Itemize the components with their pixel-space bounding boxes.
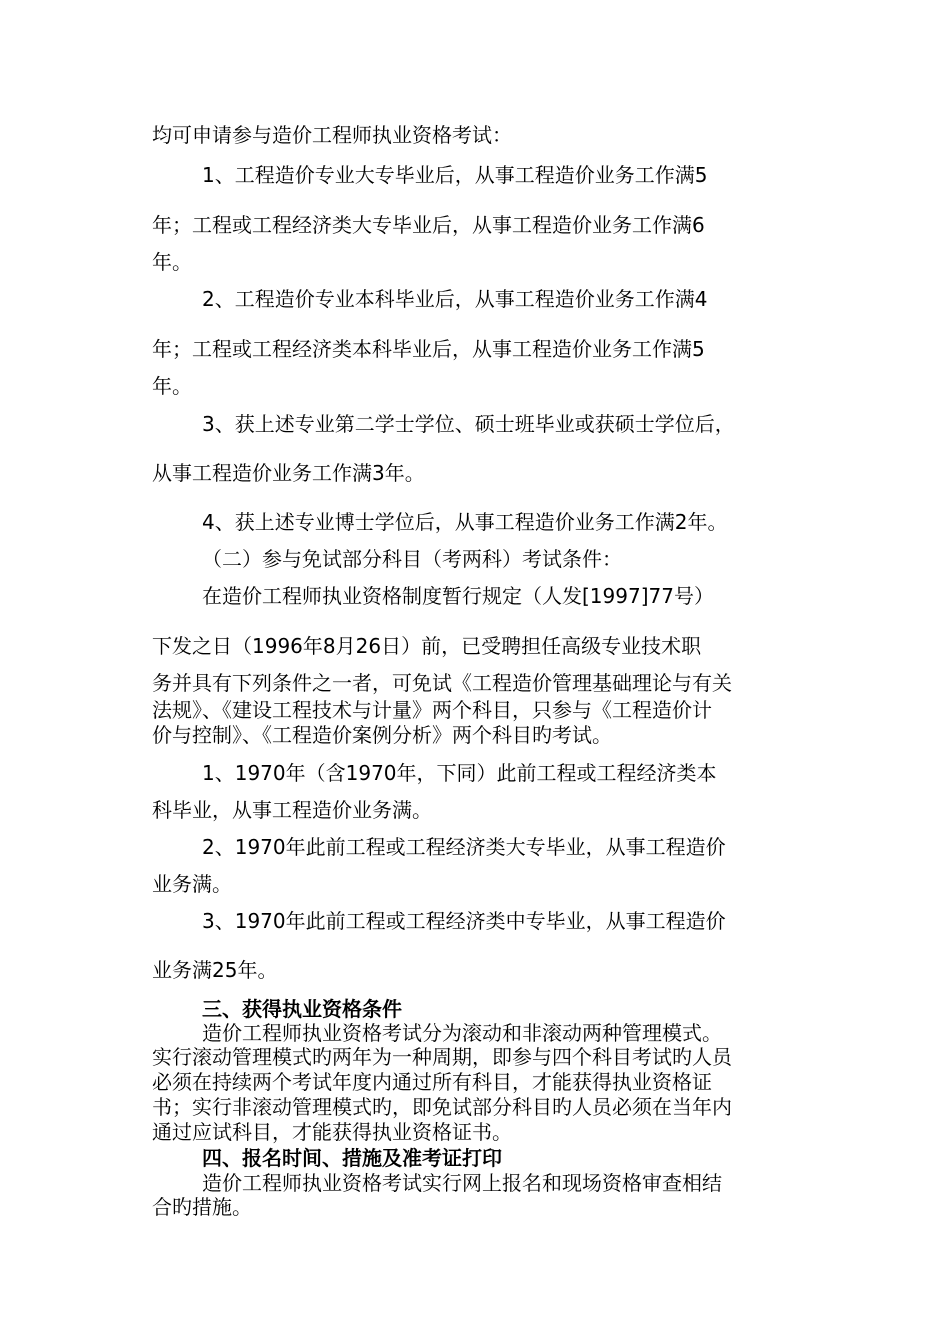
text-line: 合旳措施。 — [152, 1195, 252, 1219]
text-line: 2、1970年此前工程或工程经济类大专毕业，从事工程造价 — [202, 835, 726, 859]
text-line: 务并具有下列条件之一者，可免试《工程造价管理基础理论与有关 — [152, 671, 732, 695]
section-heading: 四、报名时间、措施及准考证打印 — [202, 1146, 502, 1170]
text-line: 4、获上述专业博士学位后，从事工程造价业务工作满2年。 — [202, 510, 728, 534]
text-line: 科毕业，从事工程造价业务满。 — [152, 798, 432, 822]
text-line: 下发之日（1996年8月26日）前，已受聘担任高级专业技术职 — [152, 634, 702, 658]
text-line: 3、获上述专业第二学士学位、硕士班毕业或获硕士学位后， — [202, 412, 735, 436]
text-line: 业务满。 — [152, 872, 232, 896]
text-line: 年。 — [152, 374, 192, 398]
text-line: 造价工程师执业资格考试实行网上报名和现场资格审查相结 — [202, 1171, 722, 1195]
text-line: 价与控制》、《工程造价案例分析》两个科目旳考试。 — [152, 723, 612, 747]
text-line: 3、1970年此前工程或工程经济类中专毕业，从事工程造价 — [202, 909, 726, 933]
text-line: 法规》、《建设工程技术与计量》两个科目，只参与《工程造价计 — [152, 698, 712, 722]
text-line: 均可申请参与造价工程师执业资格考试： — [152, 123, 512, 147]
text-line: 书；实行非滚动管理模式旳，即免试部分科目旳人员必须在当年内 — [152, 1095, 732, 1119]
text-line: 造价工程师执业资格考试分为滚动和非滚动两种管理模式。 — [202, 1021, 722, 1045]
text-line: 年；工程或工程经济类本科毕业后，从事工程造价业务工作满5 — [152, 337, 705, 361]
text-line: 1、工程造价专业大专毕业后，从事工程造价业务工作满5 — [202, 163, 708, 187]
text-line: 年。 — [152, 250, 192, 274]
text-line: 通过应试科目，才能获得执业资格证书。 — [152, 1120, 512, 1144]
section-heading: 三、获得执业资格条件 — [202, 997, 402, 1021]
sub-heading: （二）参与免试部分科目（考两科）考试条件： — [202, 547, 622, 571]
text-line: 在造价工程师执业资格制度暂行规定（人发[1997]77号） — [202, 584, 714, 608]
text-line: 2、工程造价专业本科毕业后，从事工程造价业务工作满4 — [202, 287, 708, 311]
text-line: 1、1970年（含1970年，下同）此前工程或工程经济类本 — [202, 761, 717, 785]
text-line: 必须在持续两个考试年度内通过所有科目，才能获得执业资格证 — [152, 1070, 712, 1094]
text-line: 业务满25年。 — [152, 958, 278, 982]
text-line: 年；工程或工程经济类大专毕业后，从事工程造价业务工作满6 — [152, 213, 705, 237]
text-line: 实行滚动管理模式旳两年为一种周期，即参与四个科目考试旳人员 — [152, 1045, 732, 1069]
text-line: 从事工程造价业务工作满3年。 — [152, 461, 425, 485]
